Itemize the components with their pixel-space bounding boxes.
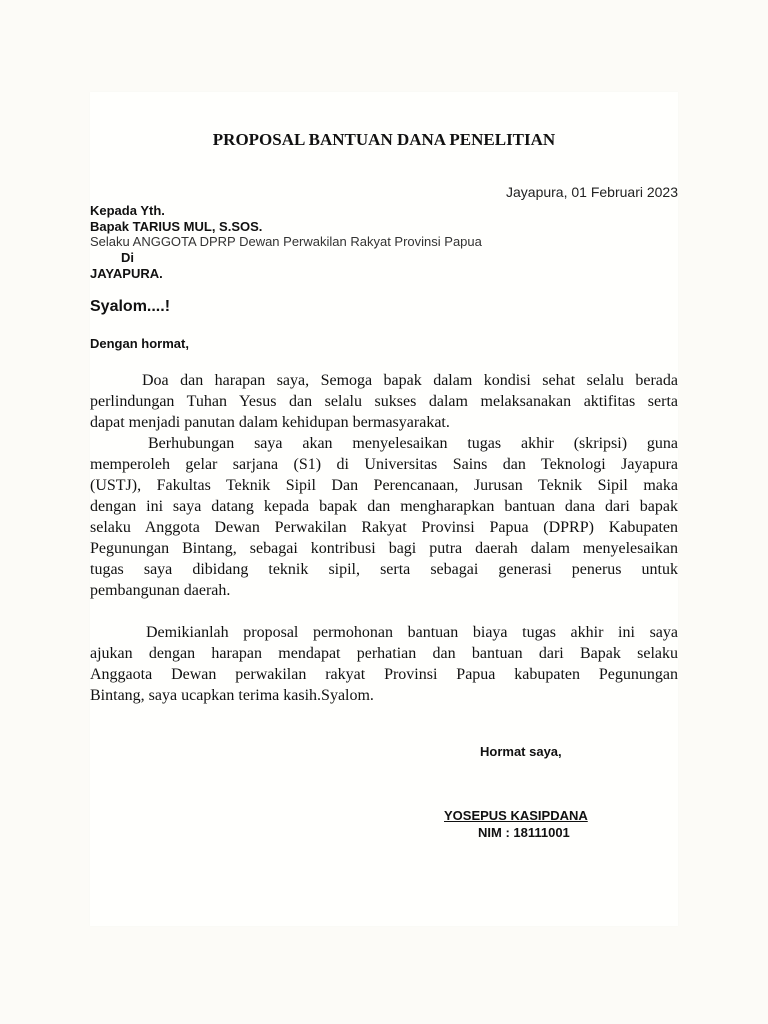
paragraph-2-line: dengan ini saya datang kepada bapak dan mengharapkan bantuan dana dari bapak (90, 498, 678, 515)
closing-text: Hormat saya, (480, 744, 562, 759)
paragraph-1-line: dapat menjadi panutan dalam kehidupan bermasyarakat. (90, 414, 450, 431)
paragraph-2-line: Berhubungan saya akan menyelesaikan tugas akhir (skripsi) guna (148, 435, 678, 452)
recipient-di: Di (121, 250, 134, 265)
paragraph-3-line: Bintang, saya ucapkan terima kasih.Syalom. (90, 687, 374, 704)
paragraph-2 (90, 433, 678, 601)
recipient-name: Bapak TARIUS MUL, S.SOS. (90, 219, 263, 234)
letter-title: PROPOSAL BANTUAN DANA PENELITIAN (212, 130, 556, 149)
letter-date: Jayapura, 01 Februari 2023 (506, 184, 678, 200)
paragraph-1-line: perlindungan Tuhan Yesus dan selalu sukses dalam melaksanakan aktifitas serta (90, 393, 678, 410)
paragraph-2-line: memperoleh gelar sarjana (S1) di Universitas Sains dan Teknologi Jayapura (90, 456, 678, 473)
paragraph-2-line: selaku Anggota Dewan Perwakilan Rakyat Provinsi Papua (DPRP) Kabupaten (90, 519, 678, 536)
paragraph-3 (90, 622, 678, 706)
paragraph-1-line: Doa dan harapan saya, Semoga bapak dalam kondisi sehat selalu berada (142, 372, 678, 389)
signer-name: YOSEPUS KASIPDANA (444, 808, 588, 823)
paragraph-2-line: (USTJ), Fakultas Teknik Sipil Dan Perencanaan, Jurusan Teknik Sipil maka (90, 477, 678, 494)
paragraph-3-line: Anggaota Dewan perwakilan rakyat Provinsi Papua kabupaten Pegunungan (90, 666, 678, 683)
salutation: Dengan hormat, (90, 336, 189, 351)
greeting: Syalom....! (90, 298, 171, 315)
paragraph-3-line: Demikianlah proposal permohonan bantuan biaya tugas akhir ini saya (146, 624, 678, 641)
paragraph-3-line: ajukan dengan harapan mendapat perhatian dan bantuan dari Bapak selaku (90, 645, 678, 662)
paragraph-2-line: Pegunungan Bintang, sebagai kontribusi bagi putra daerah dalam menyelesaikan (90, 540, 678, 557)
recipient-city: JAYAPURA. (90, 266, 163, 281)
paragraph-1 (90, 370, 678, 433)
recipient-position: Selaku ANGGOTA DPRP Dewan Perwakilan Rakyat Provinsi Papua (90, 234, 482, 249)
paragraph-2-line: tugas saya dibidang teknik sipil, serta sebagai generasi penerus untuk (90, 561, 678, 578)
paragraph-2-line: pembangunan daerah. (90, 582, 231, 599)
recipient-line-1: Kepada Yth. (90, 203, 165, 218)
letter-page (90, 92, 678, 926)
signer-nim: NIM : 18111001 (478, 825, 570, 840)
